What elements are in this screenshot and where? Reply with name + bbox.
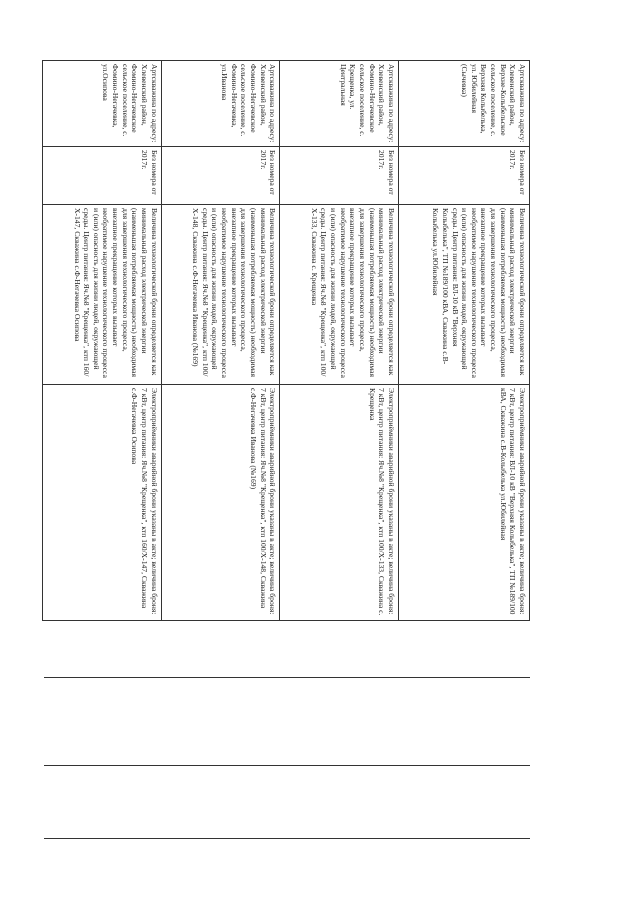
- emergency-reserve-cell: Электроприёмники аварийной брони указаны в акте; величина броня: 7 кВт, центр питания: ВЛ-10 кВ "Верхняя Колыбелька", ТП №189/100 кВА, Скважина с.В-Колыбелька ул.Юбилейная: [398, 385, 529, 621]
- act-number-cell: Без номера от 2017г.: [161, 147, 280, 205]
- table-row: [161, 61, 280, 621]
- table-row: [280, 61, 399, 621]
- location-cell: Артскважина по адресу: Хлевенский район, Фомино-Негачевское сельское поселение, с. Фомино-Негачевка, ул.Осипова: [43, 61, 162, 147]
- act-number-cell: Без номера от 2017г.: [398, 147, 529, 205]
- location-cell: Артскважина по адресу: Хлевенский район, Верхне-Колыбельское сельское поселение, с. Верхняя Колыбелька, ул. Юбилейная (Сычевка): [398, 61, 529, 147]
- justification-cell: Величина технологической брони определяется как минимальный расход электрической энергии (наименьшая потребляемая мощность) необходимая для завершения технологического процесса, внезапное прекращение которых вызывает необратимое нарушение технологического процесса и (или) опасность для жизни людей, окружающей среды. Центр питания: Яч.№8 "Крещенка", ктп 160/Х-147, Скважина с.Ф-Негачевка Осипова: [43, 205, 162, 385]
- emergency-reserve-cell: Электроприёмники аварийной брони указаны в акте; величина броня: 7 кВт, центр питания: Яч.№8 "Крещенка", ктп 160/Х-147, Скважина с.Ф-Негачевка Осипова: [43, 385, 162, 621]
- rotated-table-container: [42, 60, 530, 620]
- justification-cell: Величина технологической брони определяется как минимальный расход электрической энергии (наименьшая потребляемая мощность) необходимая для завершения технологического процесса, внезапное прекращение которых вызывает необратимое нарушение технологического процесса и (или) опасность для жизни людей, окружающей среды. Центр питания: Яч.№8 "Крещенка", ктп 100/Х-148, Скважина с.Ф-Негачевка Иванова (№169): [161, 205, 280, 385]
- location-cell: Артскважина по адресу: Хлевенский район, Фомино-Негачевское сельское поселение, с. Крещенка, ул. Центральная: [280, 61, 399, 147]
- divider-line: [44, 765, 530, 766]
- divider-line: [44, 677, 530, 678]
- justification-cell: Величина технологической брони определяется как минимальный расход электрической энергии (наименьшая потребляемая мощность) необходимая для завершения технологического процесса, внезапное прекращение которых вызывает необратимое нарушение технологического процесса и (или) опасность для жизни людей, окружающей среды. Центр питания: ВЛ-10 кВ "Верхняя Колыбелька", ТП №189/100 кВА, Скважина с.В-Колыбелька ул.Юбилейная: [398, 205, 529, 385]
- table-row: [398, 61, 529, 621]
- location-cell: Артскважина по адресу: Хлевенский район, Фомино-Негачевское сельское поселение, с. Фомино-Негачевка, ул.Иванова: [161, 61, 280, 147]
- act-number-cell: Без номера от 2017г.: [280, 147, 399, 205]
- table-row: [43, 61, 162, 621]
- emergency-reserve-cell: Электроприёмники аварийной брони указаны в акте; величина броня: 7 кВт, центр питания: Яч.№8 "Крещенка", ктп 100/Х-133, Скважина с. Крещенка: [280, 385, 399, 621]
- justification-cell: Величина технологической брони определяется как минимальный расход электрической энергии (наименьшая потребляемая мощность) необходимая для завершения технологического процесса, внезапное прекращение которых вызывает необратимое нарушение технологического процесса и (или) опасность для жизни людей, окружающей среды. Центр питания: Яч.№8 "Крещенка", ктп 100/Х-133, Скважина с. Крещенка: [280, 205, 399, 385]
- divider-line: [44, 838, 530, 839]
- emergency-reserve-cell: Электроприёмники аварийной брони указаны в акте; величина броня: 7 кВт, центр питания: Яч.№8 "Крещенка", ктп 100/Х-148, Скважина с.Ф-Негачевка Иванова (№169): [161, 385, 280, 621]
- act-number-cell: Без номера от 2017г.: [43, 147, 162, 205]
- reservation-table: [42, 60, 530, 621]
